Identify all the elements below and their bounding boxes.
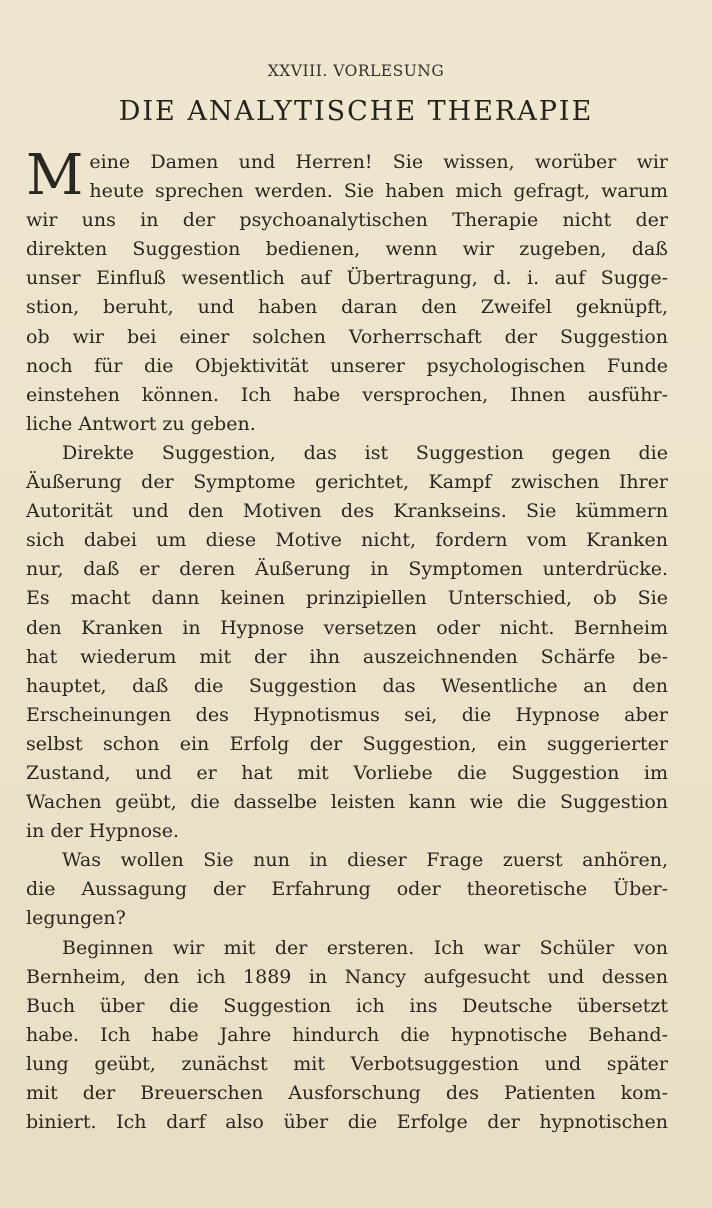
text-line: Beginnen wir mit der ersteren. Ich war Schüler von — [62, 936, 668, 959]
text-line: Buch über die Suggestion ich ins Deutsche übersetzt — [26, 994, 668, 1017]
text-line: hat wiederum mit der ihn auszeichnenden Schärfe be- — [26, 645, 668, 668]
text-line: hauptet, daß die Suggestion das Wesentliche an den — [26, 674, 668, 697]
text-line: wir uns in der psychoanalytischen Therapie nicht der — [26, 209, 668, 232]
text-line: Zustand, und er hat mit Vorliebe die Suggestion im — [26, 761, 668, 784]
text-line: in der Hypnose. — [26, 820, 180, 843]
drop-cap: M — [26, 143, 84, 208]
text-line: Es macht dann keinen prinzipiellen Unterschied, ob Sie — [26, 587, 668, 610]
text-line: ob wir bei einer solchen Vorherrschaft der Suggestion — [26, 325, 668, 348]
text-line: einstehen können. Ich habe versprochen, Ihnen ausführ- — [26, 383, 668, 406]
text-line: sich dabei um diese Motive nicht, fordern vom Kranken — [26, 529, 668, 552]
text-line: Wachen geübt, die dasselbe leisten kann wie die Suggestion — [26, 791, 668, 814]
text-line: den Kranken in Hypnose versetzen oder nicht. Bernheim — [26, 616, 668, 639]
text-line: Äußerung der Symptome gerichtet, Kampf zwischen Ihrer — [26, 471, 668, 494]
text-line: Autorität und den Motiven des Krankseins. Sie kümmern — [26, 500, 668, 523]
text-line: Bernheim, den ich 1889 in Nancy aufgesucht und dessen — [26, 965, 668, 988]
paragraph — [26, 439, 668, 846]
paragraph — [26, 143, 668, 439]
paragraph — [26, 934, 668, 1138]
page-title: DIE ANALYTISCHE THERAPIE — [118, 96, 594, 127]
text-line: eine Damen und Herren! Sie wissen, worüber wir — [89, 151, 668, 173]
text-line: stion, beruht, und haben daran den Zweifel geknüpft, — [26, 296, 668, 319]
text-line: heute sprechen werden. Sie haben mich gefragt, warum — [89, 180, 668, 203]
text-line: habe. Ich habe Jahre hindurch die hypnotische Behand- — [26, 1023, 668, 1046]
text-line: lung geübt, zunächst mit Verbotsuggestion und später — [26, 1052, 668, 1075]
text-line: Was wollen Sie nun in dieser Frage zuerst anhören, — [62, 849, 668, 872]
text-line: die Aussagung der Erfahrung oder theoretische Über- — [26, 878, 668, 901]
text-line: liche Antwort zu geben. — [26, 412, 256, 435]
text-line: unser Einfluß wesentlich auf Übertragung, d. i. auf Sugge- — [26, 267, 668, 290]
text-line: biniert. Ich darf also über die Erfolge der hypnotischen — [26, 1111, 668, 1134]
text-line: Erscheinungen des Hypnotismus sei, die Hypnose aber — [26, 703, 668, 726]
paragraph — [26, 846, 668, 933]
text-line: legungen? — [26, 907, 126, 930]
body-text — [26, 143, 668, 1137]
text-line: Direkte Suggestion, das ist Suggestion gegen die — [62, 441, 668, 464]
text-line: nur, daß er deren Äußerung in Symptomen unterdrücke. — [26, 558, 668, 581]
text-line: noch für die Objektivität unserer psychologischen Funde — [26, 354, 668, 377]
text-line: mit der Breuerschen Ausforschung des Patienten kom- — [26, 1082, 668, 1104]
chapter-heading: XXVIII. VORLESUNG — [267, 62, 445, 80]
text-line: direkten Suggestion bedienen, wenn wir zugeben, daß — [26, 238, 668, 261]
text-line: selbst schon ein Erfolg der Suggestion, ein suggerierter — [26, 732, 668, 755]
